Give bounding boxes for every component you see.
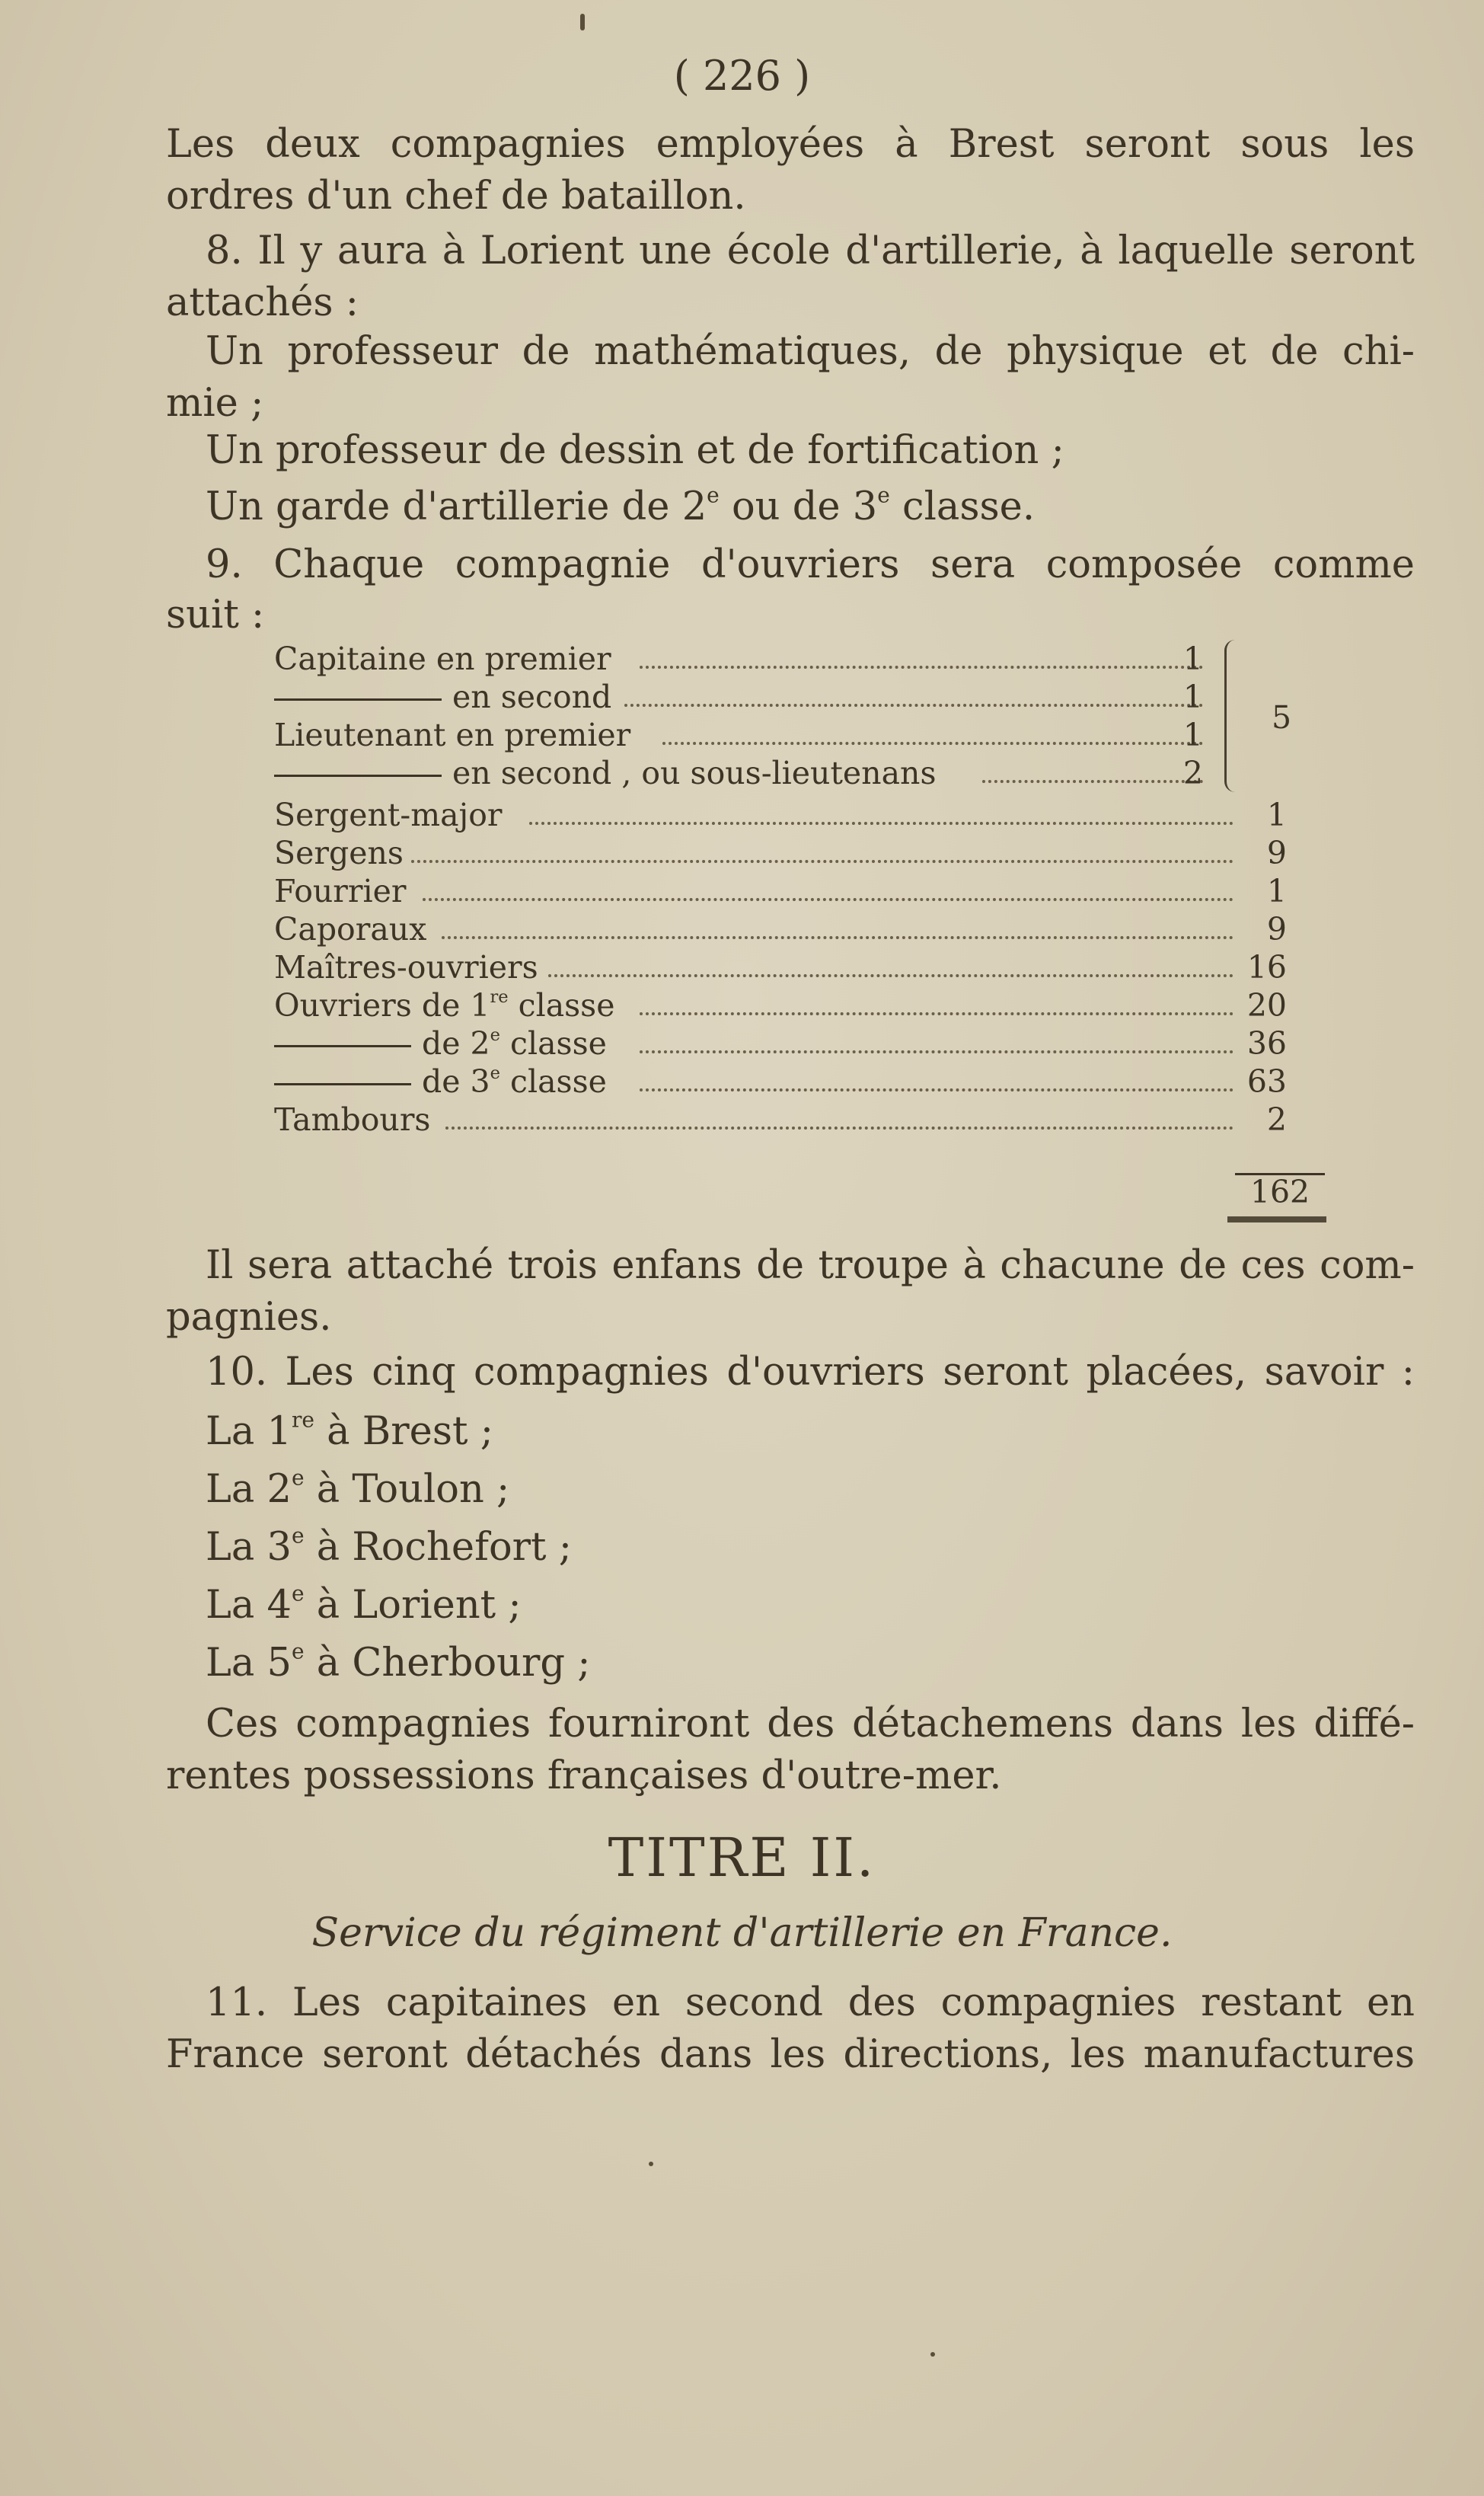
superscript: e	[877, 482, 890, 508]
row-value: 63	[1246, 1063, 1287, 1100]
row-label	[274, 1024, 607, 1063]
section-subtitle: Service du régiment d'artillerie en France.	[311, 1910, 1173, 1956]
row-label	[274, 986, 615, 1024]
row-label: Fourrier	[274, 873, 407, 909]
text-fragment: à Toulon ;	[304, 1467, 510, 1512]
leader-dots	[640, 1012, 1233, 1015]
section-title: TITRE II.	[608, 1826, 876, 1889]
row-value: 1	[1266, 797, 1287, 833]
text-fragment: La 3	[206, 1525, 292, 1570]
text-fragment: à Cherbourg ;	[304, 1641, 591, 1686]
row-label-text: classe	[508, 987, 615, 1024]
text-line: 8. Il y aura à Lorient une école d'artillerie, à laquelle seront	[206, 229, 1415, 273]
row-value: 20	[1246, 987, 1287, 1024]
table-row	[274, 986, 1287, 1024]
superscript: re	[291, 1407, 314, 1433]
ink-speck	[930, 2352, 935, 2357]
row-label-text: de 2	[422, 1025, 490, 1062]
ditto-dash	[274, 1045, 411, 1047]
superscript: re	[490, 986, 509, 1007]
text-line: ordres d'un chef de bataillon.	[166, 174, 746, 219]
sum-double-rule	[1227, 1216, 1326, 1222]
superscript: e	[490, 1063, 500, 1083]
row-value: 1	[1266, 873, 1287, 909]
row-label: Lieutenant en premier	[274, 717, 631, 753]
list-item	[206, 1638, 1454, 1686]
list-item	[206, 1525, 1454, 1571]
row-value: 9	[1266, 911, 1287, 948]
leader-dots	[640, 1088, 1233, 1091]
text-fragment: La 4	[206, 1583, 292, 1628]
text-fragment: classe.	[889, 484, 1036, 529]
row-value: 1	[1182, 641, 1203, 677]
row-value: 1	[1182, 679, 1203, 715]
row-label-text: classe	[499, 1025, 607, 1062]
superscript: e	[291, 1638, 305, 1664]
list-item	[206, 1580, 1454, 1628]
text-line: pagnies.	[166, 1295, 332, 1340]
row-label	[274, 678, 611, 716]
officers-brace	[1224, 640, 1242, 792]
table-row	[274, 678, 1287, 716]
text-fragment: à Brest ;	[314, 1409, 493, 1454]
list-item	[206, 1467, 1454, 1513]
row-label: Caporaux	[274, 911, 427, 948]
text-fragment: La 5	[206, 1641, 292, 1686]
leader-dots	[662, 742, 1203, 745]
table-row	[274, 754, 1287, 792]
superscript: e	[291, 1465, 305, 1491]
row-label-text: Ouvriers de 1	[274, 987, 490, 1024]
leader-dots	[529, 822, 1233, 825]
superscript: e	[291, 1580, 305, 1606]
text-line: 10. Les cinq compagnies d'ouvriers seront placées, savoir :	[206, 1350, 1415, 1395]
table-row	[274, 834, 1287, 872]
page-number: ( 226 )	[673, 52, 811, 100]
table-row	[274, 1101, 1287, 1139]
row-label	[274, 1063, 607, 1101]
row-label: Maîtres-ouvriers	[274, 949, 538, 986]
text-line: Ces compagnies fourniront des détachemens dans les diffé-	[206, 1702, 1415, 1747]
row-value: 36	[1246, 1025, 1287, 1062]
row-value: 9	[1266, 835, 1287, 871]
text-fragment: Un garde d'artillerie de 2	[206, 484, 707, 529]
text-line: 9. Chaque compagnie d'ouvriers sera composée comme	[206, 542, 1415, 587]
ditto-dash	[274, 698, 442, 701]
row-value: 1	[1182, 717, 1203, 753]
superscript: e	[291, 1523, 305, 1548]
officers-total: 5	[1272, 699, 1292, 736]
ink-speck	[649, 2162, 653, 2166]
row-value: 2	[1182, 755, 1203, 791]
leader-dots	[423, 898, 1233, 901]
table-row	[274, 796, 1287, 834]
row-label-text: classe	[499, 1063, 607, 1100]
text-line	[206, 484, 1415, 530]
row-label: Tambours	[274, 1101, 431, 1138]
row-label: Sergent-major	[274, 797, 503, 833]
row-label-text: en second , ou sous-lieutenans	[452, 755, 937, 791]
table-row	[274, 910, 1287, 948]
leader-dots	[548, 974, 1233, 977]
text-line: suit :	[166, 593, 265, 638]
text-line: 11. Les capitaines en second des compagnies restant en	[206, 1980, 1415, 2025]
row-value: 2	[1266, 1101, 1287, 1138]
text-fragment: ou de 3	[719, 484, 878, 529]
text-fragment: à Rochefort ;	[304, 1525, 572, 1570]
ditto-dash	[274, 775, 442, 777]
text-line: attachés :	[166, 280, 359, 325]
table-row	[274, 1063, 1287, 1101]
row-label: Sergens	[274, 835, 404, 871]
leader-dots	[442, 936, 1233, 939]
leader-dots	[640, 1050, 1233, 1053]
row-value: 16	[1246, 949, 1287, 986]
table-row	[274, 716, 1287, 754]
text-line: Un professeur de mathématiques, de physique et de chi-	[206, 329, 1415, 374]
text-fragment: La 2	[206, 1467, 292, 1512]
row-label	[274, 754, 936, 792]
table-row	[274, 872, 1287, 910]
leader-dots	[982, 780, 1203, 783]
text-fragment: La 1	[206, 1409, 292, 1454]
row-label-text: de 3	[422, 1063, 490, 1100]
leader-dots	[411, 860, 1233, 863]
list-item	[206, 1409, 1454, 1455]
table-row	[274, 640, 1287, 678]
text-line: Un professeur de dessin et de fortification ;	[206, 428, 1064, 473]
ink-speck	[580, 14, 585, 30]
text-line: France seront détachés dans les directions, les manufactures	[166, 2032, 1415, 2077]
row-label-text: en second	[452, 679, 612, 715]
table-total: 162	[1249, 1174, 1310, 1210]
row-label: Capitaine en premier	[274, 641, 611, 677]
ditto-dash	[274, 1083, 411, 1085]
leader-dots	[640, 666, 1203, 669]
text-fragment: à Lorient ;	[304, 1583, 522, 1628]
leader-dots	[445, 1127, 1233, 1130]
text-line: mie ;	[166, 381, 264, 426]
leader-dots	[624, 704, 1203, 707]
text-line: Il sera attaché trois enfans de troupe à chacune de ces com-	[206, 1243, 1415, 1288]
text-line: rentes possessions françaises d'outre-mer.	[166, 1753, 1002, 1798]
superscript: e	[707, 482, 720, 508]
text-line: Les deux compagnies employées à Brest seront sous les	[166, 122, 1415, 167]
table-row	[274, 1024, 1287, 1063]
superscript: e	[490, 1024, 500, 1045]
table-row	[274, 948, 1287, 986]
